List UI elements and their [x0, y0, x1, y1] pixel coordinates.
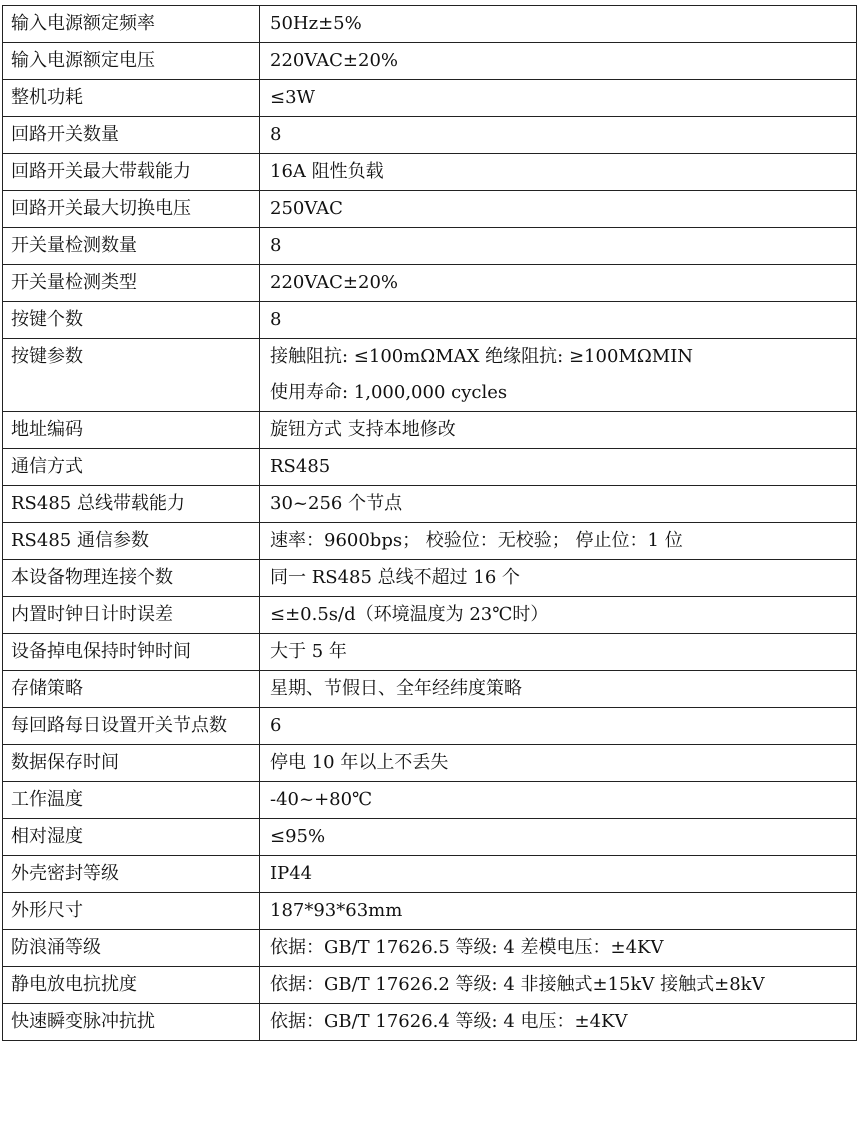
spec-value: ≤±0.5s/d（环境温度为 23℃时） [270, 604, 549, 625]
spec-value: 同一 RS485 总线不超过 16 个 [270, 567, 521, 588]
spec-label-cell [3, 302, 260, 339]
table-row [3, 523, 857, 560]
spec-label-cell [3, 228, 260, 265]
table-row [3, 117, 857, 154]
spec-value: ≤95% [270, 826, 326, 847]
spec-label: 回路开关最大带载能力 [11, 161, 191, 182]
table-row [3, 745, 857, 782]
spec-value: 6 [270, 715, 282, 736]
spec-value-cell [260, 339, 857, 412]
spec-value: 大于 5 年 [270, 641, 347, 662]
spec-label-cell [3, 856, 260, 893]
spec-label-cell [3, 523, 260, 560]
spec-label-cell [3, 117, 260, 154]
spec-value: 依据：GB/T 17626.5 等级: 4 差模电压：±4KV [270, 937, 664, 958]
spec-value-cell [260, 671, 857, 708]
spec-label: 输入电源额定频率 [11, 13, 155, 34]
spec-value-cell [260, 80, 857, 117]
spec-label: 按键参数 [11, 346, 83, 367]
spec-value-cell [260, 523, 857, 560]
spec-value-cell [260, 967, 857, 1004]
spec-value: 187*93*63mm [270, 900, 403, 921]
spec-label: 外壳密封等级 [11, 863, 119, 884]
table-row [3, 967, 857, 1004]
spec-value: 依据：GB/T 17626.2 等级: 4 非接触式±15kV 接触式±8kV [270, 974, 765, 995]
spec-label-cell [3, 634, 260, 671]
table-row [3, 930, 857, 967]
table-row [3, 560, 857, 597]
spec-label: 开关量检测数量 [11, 235, 137, 256]
table-row [3, 449, 857, 486]
table-row [3, 265, 857, 302]
table-row [3, 671, 857, 708]
spec-value: 220VAC±20% [270, 272, 398, 293]
spec-label: 输入电源额定电压 [11, 50, 155, 71]
spec-label: RS485 总线带载能力 [11, 493, 185, 514]
spec-label-cell [3, 154, 260, 191]
spec-label-cell [3, 671, 260, 708]
table-row [3, 302, 857, 339]
table-row [3, 228, 857, 265]
spec-value: 250VAC [270, 198, 343, 219]
spec-table-body [3, 6, 857, 1041]
spec-label: 本设备物理连接个数 [11, 567, 173, 588]
spec-value-cell [260, 560, 857, 597]
spec-label: 静电放电抗扰度 [11, 974, 137, 995]
spec-label: 内置时钟日计时误差 [11, 604, 173, 625]
spec-value: 8 [270, 309, 282, 330]
spec-value-cell [260, 228, 857, 265]
table-row [3, 634, 857, 671]
spec-value-cell [260, 782, 857, 819]
table-row [3, 154, 857, 191]
spec-value-cell [260, 412, 857, 449]
spec-label: 每回路每日设置开关节点数 [11, 715, 227, 736]
spec-label: 设备掉电保持时钟时间 [11, 641, 191, 662]
table-row [3, 412, 857, 449]
spec-value-cell [260, 819, 857, 856]
spec-value: 8 [270, 124, 282, 145]
spec-label: 开关量检测类型 [11, 272, 137, 293]
spec-label: 防浪涌等级 [11, 937, 101, 958]
spec-label: 地址编码 [11, 419, 83, 440]
spec-label-cell [3, 708, 260, 745]
spec-value: 停电 10 年以上不丢失 [270, 752, 449, 773]
spec-label: 按键个数 [11, 309, 83, 330]
table-row [3, 856, 857, 893]
table-row [3, 191, 857, 228]
spec-label-cell [3, 43, 260, 80]
spec-value: 旋钮方式 支持本地修改 [270, 419, 456, 440]
spec-value: 220VAC±20% [270, 50, 398, 71]
spec-label-cell [3, 6, 260, 43]
spec-value: 50Hz±5% [270, 13, 362, 34]
spec-label-cell [3, 745, 260, 782]
spec-value-cell [260, 154, 857, 191]
spec-value-cell [260, 191, 857, 228]
spec-value-cell [260, 597, 857, 634]
table-row [3, 893, 857, 930]
spec-label-cell [3, 560, 260, 597]
spec-label-cell [3, 486, 260, 523]
spec-value: 依据：GB/T 17626.4 等级: 4 电压：±4KV [270, 1011, 628, 1032]
spec-value: -40~+80℃ [270, 789, 373, 810]
spec-label: 回路开关最大切换电压 [11, 198, 191, 219]
spec-label-cell [3, 412, 260, 449]
spec-label-cell [3, 265, 260, 302]
spec-value-cell [260, 893, 857, 930]
spec-value-cell [260, 302, 857, 339]
spec-label-cell [3, 191, 260, 228]
spec-label-cell [3, 782, 260, 819]
table-row [3, 43, 857, 80]
spec-value: 16A 阻性负载 [270, 161, 384, 182]
spec-label: 整机功耗 [11, 87, 83, 108]
spec-value: 使用寿命: 1,000,000 cycles [270, 382, 508, 403]
spec-value-cell [260, 708, 857, 745]
table-row [3, 6, 857, 43]
spec-label: 工作温度 [11, 789, 83, 810]
spec-value: 接触阻抗: ≤100mΩMAX 绝缘阻抗: ≥100MΩMIN [270, 346, 694, 367]
table-row [3, 782, 857, 819]
spec-label-cell [3, 339, 260, 412]
table-row [3, 708, 857, 745]
spec-value-cell [260, 449, 857, 486]
spec-label: 快速瞬变脉冲抗扰 [11, 1011, 155, 1032]
spec-label-cell [3, 449, 260, 486]
spec-label-cell [3, 819, 260, 856]
spec-value-cell [260, 6, 857, 43]
table-row [3, 597, 857, 634]
spec-value: 星期、节假日、全年经纬度策略 [270, 678, 522, 699]
spec-value: 8 [270, 235, 282, 256]
spec-value-cell [260, 486, 857, 523]
spec-value-cell [260, 634, 857, 671]
table-row [3, 486, 857, 523]
spec-label: 存储策略 [11, 678, 83, 699]
spec-value: RS485 [270, 456, 331, 477]
spec-label: RS485 通信参数 [11, 530, 149, 551]
spec-label: 外形尺寸 [11, 900, 83, 921]
spec-label: 相对湿度 [11, 826, 83, 847]
spec-value: 速率：9600bps； 校验位：无校验； 停止位：1 位 [270, 530, 683, 551]
table-row [3, 339, 857, 412]
spec-value: 30~256 个节点 [270, 493, 403, 514]
spec-label-cell [3, 930, 260, 967]
spec-value: ≤3W [270, 87, 316, 108]
spec-value-cell [260, 930, 857, 967]
spec-value-cell [260, 117, 857, 154]
spec-value-cell [260, 1004, 857, 1041]
spec-value-cell [260, 43, 857, 80]
spec-label: 回路开关数量 [11, 124, 119, 145]
spec-label-cell [3, 80, 260, 117]
spec-label-cell [3, 893, 260, 930]
table-row [3, 1004, 857, 1041]
spec-label: 数据保存时间 [11, 752, 119, 773]
spec-value-cell [260, 745, 857, 782]
spec-value: IP44 [270, 863, 313, 884]
spec-label-cell [3, 597, 260, 634]
table-row [3, 80, 857, 117]
table-row [3, 819, 857, 856]
spec-table [2, 5, 857, 1041]
spec-label: 通信方式 [11, 456, 83, 477]
spec-value-cell [260, 265, 857, 302]
spec-label-cell [3, 1004, 260, 1041]
spec-value-cell [260, 856, 857, 893]
spec-label-cell [3, 967, 260, 1004]
